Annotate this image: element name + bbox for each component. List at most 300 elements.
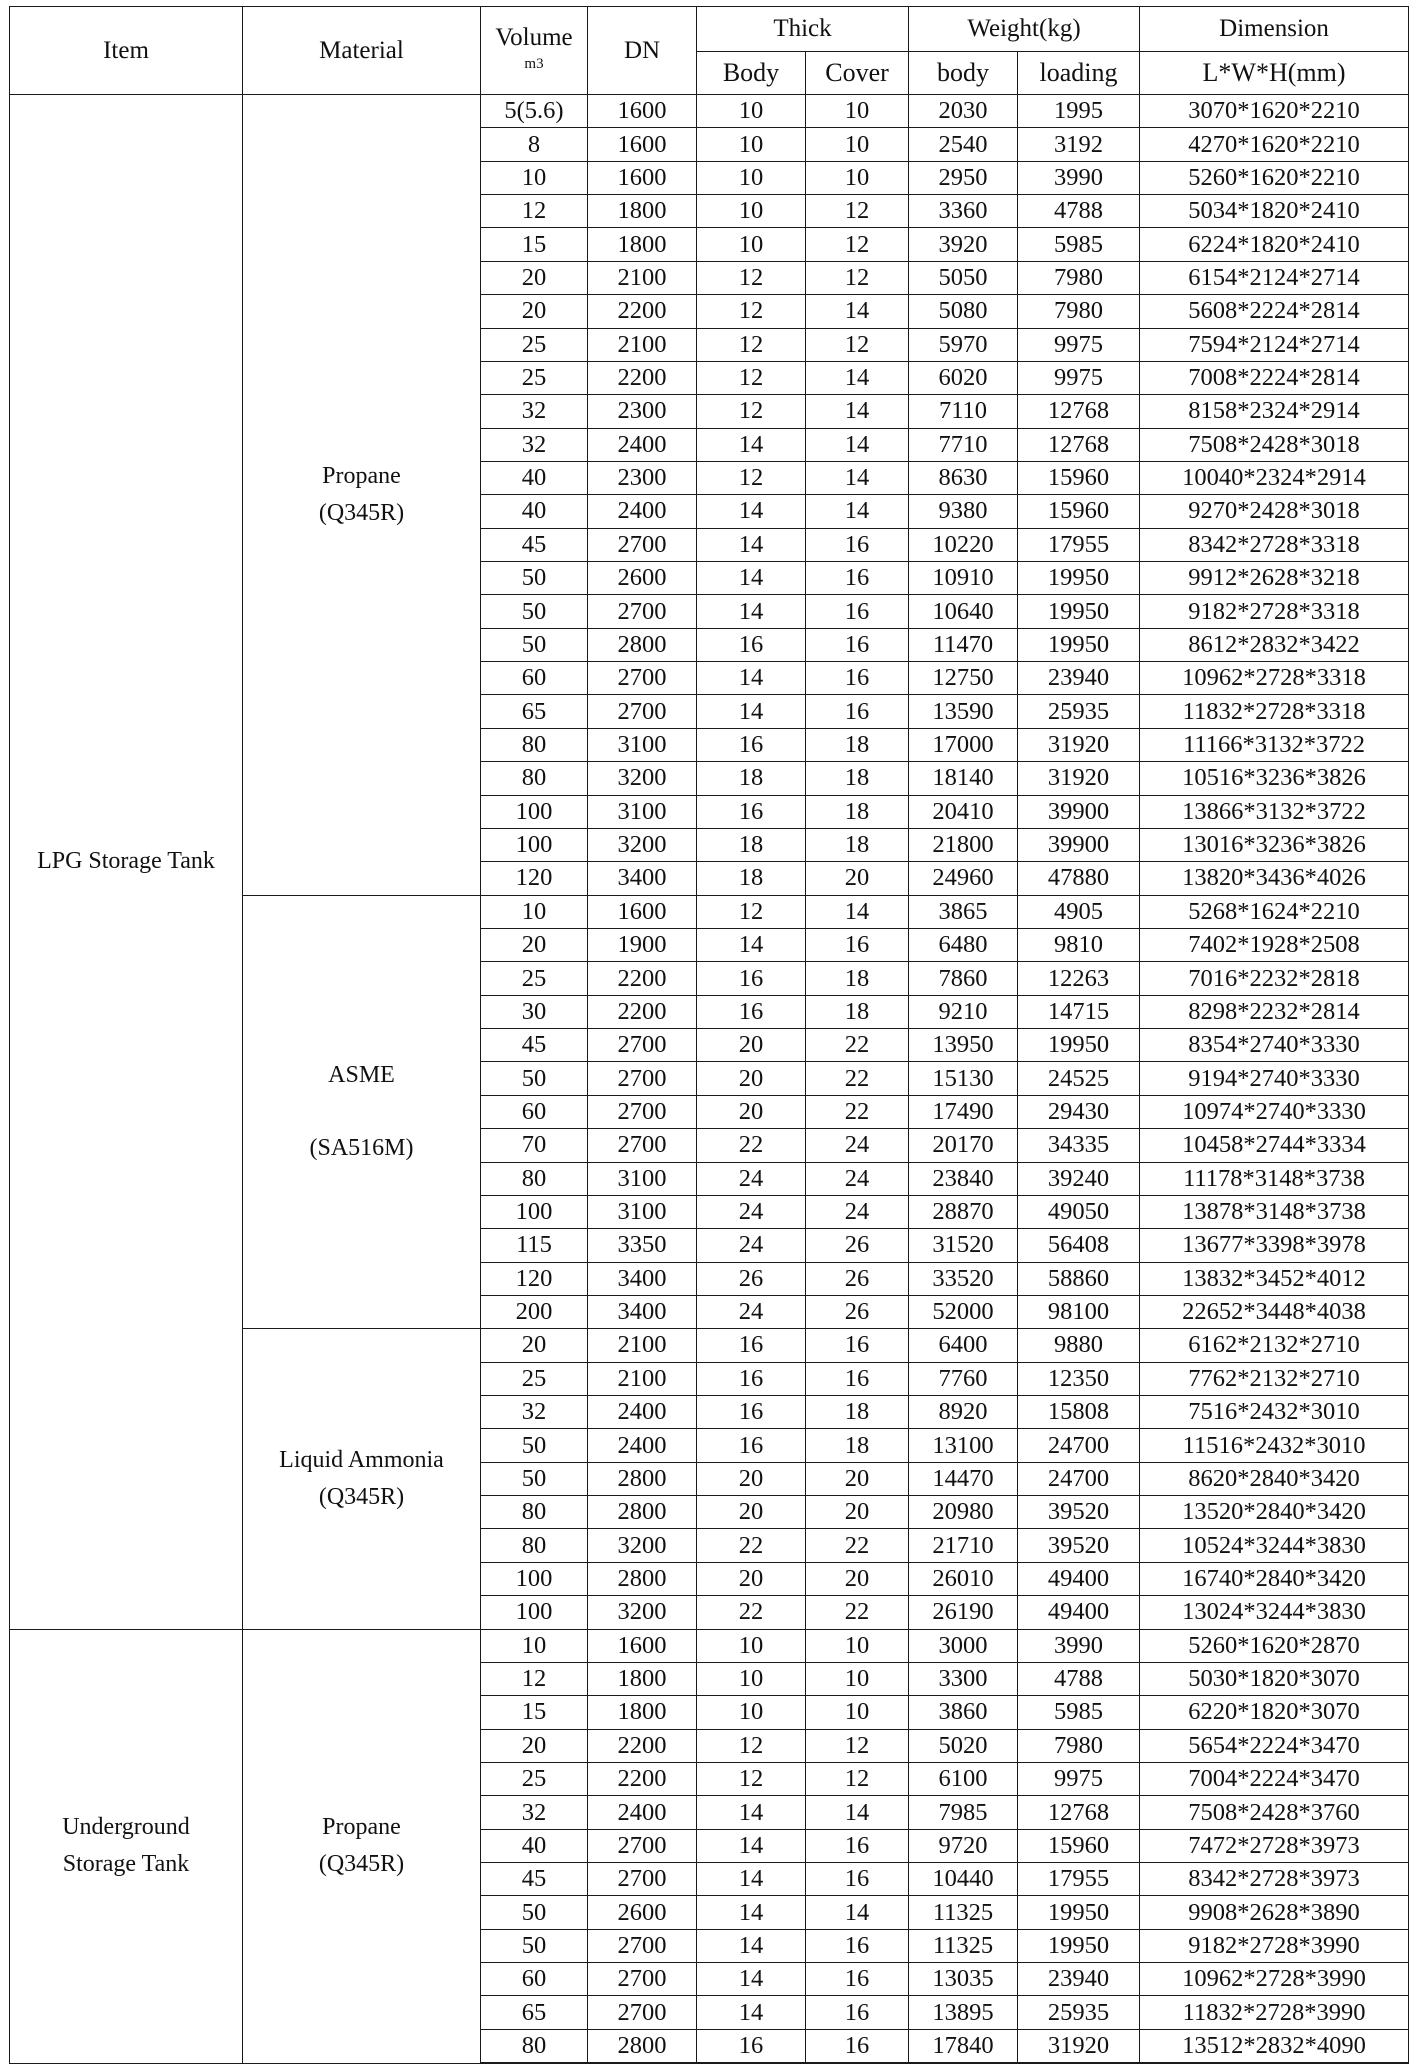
thick-body-cell: 16 xyxy=(697,962,806,995)
weight-body-cell: 9380 xyxy=(909,495,1018,528)
dimension-cell: 11166*3132*3722 xyxy=(1140,728,1409,761)
thick-body-cell: 18 xyxy=(697,828,806,861)
dn-cell: 1800 xyxy=(588,1696,697,1729)
thick-body-cell: 20 xyxy=(697,1095,806,1128)
weight-body-cell: 11470 xyxy=(909,628,1018,661)
volume-cell: 65 xyxy=(481,1996,588,2029)
weight-loading-cell: 17955 xyxy=(1018,528,1140,561)
dn-cell: 1800 xyxy=(588,228,697,261)
weight-body-cell: 26190 xyxy=(909,1596,1018,1629)
dn-cell: 2100 xyxy=(588,1329,697,1362)
header-weight: Weight(kg) xyxy=(909,7,1140,52)
dn-cell: 2700 xyxy=(588,1062,697,1095)
dn-cell: 2600 xyxy=(588,562,697,595)
weight-loading-cell: 31920 xyxy=(1018,762,1140,795)
volume-cell: 60 xyxy=(481,1963,588,1996)
material-cell xyxy=(243,1629,481,2063)
thick-body-cell: 10 xyxy=(697,1696,806,1729)
dimension-cell: 9912*2628*3218 xyxy=(1140,562,1409,595)
weight-loading-cell: 49050 xyxy=(1018,1195,1140,1228)
thick-cover-cell: 16 xyxy=(806,1829,909,1862)
thick-body-cell: 14 xyxy=(697,495,806,528)
dimension-cell: 8298*2232*2814 xyxy=(1140,995,1409,1028)
volume-cell: 15 xyxy=(481,1696,588,1729)
thick-body-cell: 14 xyxy=(697,1963,806,1996)
weight-loading-cell: 4788 xyxy=(1018,195,1140,228)
header-thick: Thick xyxy=(697,7,909,52)
volume-cell: 20 xyxy=(481,295,588,328)
dimension-cell: 8612*2832*3422 xyxy=(1140,628,1409,661)
weight-loading-cell: 3192 xyxy=(1018,128,1140,161)
dimension-cell: 4270*1620*2210 xyxy=(1140,128,1409,161)
thick-body-cell: 12 xyxy=(697,1729,806,1762)
thick-cover-cell: 26 xyxy=(806,1295,909,1328)
thick-body-cell: 16 xyxy=(697,628,806,661)
dn-cell: 3100 xyxy=(588,1162,697,1195)
thick-cover-cell: 18 xyxy=(806,762,909,795)
dn-cell: 3100 xyxy=(588,1195,697,1228)
thick-body-cell: 16 xyxy=(697,2029,806,2063)
weight-loading-cell: 47880 xyxy=(1018,862,1140,895)
dimension-cell: 5268*1624*2210 xyxy=(1140,895,1409,928)
volume-cell: 25 xyxy=(481,962,588,995)
weight-body-cell: 2950 xyxy=(909,161,1018,194)
thick-cover-cell: 22 xyxy=(806,1062,909,1095)
weight-body-cell: 11325 xyxy=(909,1896,1018,1929)
thick-body-cell: 16 xyxy=(697,995,806,1028)
weight-body-cell: 5970 xyxy=(909,328,1018,361)
thick-cover-cell: 10 xyxy=(806,128,909,161)
thick-body-cell: 14 xyxy=(697,662,806,695)
weight-loading-cell: 14715 xyxy=(1018,995,1140,1028)
dimension-cell: 11832*2728*3318 xyxy=(1140,695,1409,728)
weight-body-cell: 21710 xyxy=(909,1529,1018,1562)
dimension-cell: 7008*2224*2814 xyxy=(1140,361,1409,394)
item-cell xyxy=(10,1629,243,2063)
weight-body-cell: 9720 xyxy=(909,1829,1018,1862)
thick-cover-cell: 12 xyxy=(806,328,909,361)
volume-cell: 120 xyxy=(481,1262,588,1295)
thick-cover-cell: 10 xyxy=(806,1629,909,1662)
thick-cover-cell: 22 xyxy=(806,1529,909,1562)
weight-body-cell: 5080 xyxy=(909,295,1018,328)
dimension-cell: 7516*2432*3010 xyxy=(1140,1396,1409,1429)
thick-body-cell: 16 xyxy=(697,1396,806,1429)
weight-body-cell: 5050 xyxy=(909,261,1018,294)
dimension-cell: 10962*2728*3318 xyxy=(1140,662,1409,695)
thick-body-cell: 20 xyxy=(697,1029,806,1062)
material-cell-line: (Q345R) xyxy=(318,1483,405,1510)
weight-body-cell: 6100 xyxy=(909,1762,1018,1795)
thick-cover-cell: 18 xyxy=(806,995,909,1028)
volume-cell: 12 xyxy=(481,195,588,228)
thick-body-cell: 10 xyxy=(697,128,806,161)
header-dimension: Dimension xyxy=(1140,7,1409,52)
weight-body-cell: 7760 xyxy=(909,1362,1018,1395)
weight-body-cell: 20170 xyxy=(909,1129,1018,1162)
volume-cell: 50 xyxy=(481,562,588,595)
dimension-cell: 13820*3436*4026 xyxy=(1140,862,1409,895)
weight-body-cell: 20980 xyxy=(909,1496,1018,1529)
dimension-cell: 10516*3236*3826 xyxy=(1140,762,1409,795)
thick-body-cell: 24 xyxy=(697,1162,806,1195)
dimension-cell: 11832*2728*3990 xyxy=(1140,1996,1409,2029)
thick-cover-cell: 16 xyxy=(806,595,909,628)
dimension-cell: 8158*2324*2914 xyxy=(1140,395,1409,428)
weight-loading-cell: 19950 xyxy=(1018,562,1140,595)
thick-cover-cell: 24 xyxy=(806,1195,909,1228)
dimension-cell: 10458*2744*3334 xyxy=(1140,1129,1409,1162)
dimension-cell: 7016*2232*2818 xyxy=(1140,962,1409,995)
dimension-cell: 13024*3244*3830 xyxy=(1140,1596,1409,1629)
thick-cover-cell: 14 xyxy=(806,895,909,928)
dn-cell: 1600 xyxy=(588,128,697,161)
weight-body-cell: 17000 xyxy=(909,728,1018,761)
dn-cell: 2200 xyxy=(588,962,697,995)
weight-body-cell: 20410 xyxy=(909,795,1018,828)
thick-cover-cell: 26 xyxy=(806,1229,909,1262)
weight-body-cell: 2030 xyxy=(909,95,1018,128)
volume-cell: 8 xyxy=(481,128,588,161)
weight-body-cell: 21800 xyxy=(909,828,1018,861)
weight-body-cell: 10910 xyxy=(909,562,1018,595)
thick-body-cell: 12 xyxy=(697,328,806,361)
dn-cell: 2100 xyxy=(588,328,697,361)
thick-body-cell: 20 xyxy=(697,1062,806,1095)
thick-cover-cell: 14 xyxy=(806,1796,909,1829)
thick-cover-cell: 16 xyxy=(806,695,909,728)
thick-body-cell: 22 xyxy=(697,1596,806,1629)
volume-cell: 40 xyxy=(481,495,588,528)
dimension-cell: 9182*2728*3318 xyxy=(1140,595,1409,628)
thick-body-cell: 16 xyxy=(697,795,806,828)
volume-cell: 100 xyxy=(481,1562,588,1595)
dimension-cell: 13512*2832*4090 xyxy=(1140,2029,1409,2063)
table-header xyxy=(10,7,1409,95)
dn-cell: 2800 xyxy=(588,1496,697,1529)
material-cell xyxy=(243,895,481,1329)
volume-cell: 70 xyxy=(481,1129,588,1162)
dn-cell: 3200 xyxy=(588,828,697,861)
weight-body-cell: 18140 xyxy=(909,762,1018,795)
dn-cell: 2100 xyxy=(588,261,697,294)
weight-body-cell: 13590 xyxy=(909,695,1018,728)
volume-cell: 40 xyxy=(481,461,588,494)
volume-cell: 25 xyxy=(481,328,588,361)
dimension-cell: 13866*3132*3722 xyxy=(1140,795,1409,828)
weight-loading-cell: 39520 xyxy=(1018,1529,1140,1562)
thick-cover-cell: 18 xyxy=(806,795,909,828)
volume-cell: 25 xyxy=(481,361,588,394)
weight-loading-cell: 15960 xyxy=(1018,461,1140,494)
thick-cover-cell: 14 xyxy=(806,395,909,428)
dimension-cell: 6154*2124*2714 xyxy=(1140,261,1409,294)
weight-loading-cell: 19950 xyxy=(1018,628,1140,661)
dn-cell: 2400 xyxy=(588,428,697,461)
material-cell-line: Propane xyxy=(322,1814,401,1841)
thick-body-cell: 10 xyxy=(697,1662,806,1695)
thick-cover-cell: 14 xyxy=(806,361,909,394)
dn-cell: 3350 xyxy=(588,1229,697,1262)
header-volume xyxy=(481,7,588,95)
thick-cover-cell: 12 xyxy=(806,1762,909,1795)
thick-body-cell: 10 xyxy=(697,95,806,128)
thick-cover-cell: 14 xyxy=(806,1896,909,1929)
thick-body-cell: 14 xyxy=(697,1996,806,2029)
weight-loading-cell: 39240 xyxy=(1018,1162,1140,1195)
volume-cell: 60 xyxy=(481,1095,588,1128)
dimension-cell: 5260*1620*2870 xyxy=(1140,1629,1409,1662)
thick-cover-cell: 20 xyxy=(806,862,909,895)
weight-body-cell: 7985 xyxy=(909,1796,1018,1829)
thick-cover-cell: 18 xyxy=(806,962,909,995)
thick-cover-cell: 16 xyxy=(806,528,909,561)
dimension-cell: 7762*2132*2710 xyxy=(1140,1362,1409,1395)
volume-cell: 80 xyxy=(481,1162,588,1195)
thick-body-cell: 24 xyxy=(697,1295,806,1328)
dn-cell: 2100 xyxy=(588,1362,697,1395)
volume-cell: 30 xyxy=(481,995,588,1028)
volume-cell: 80 xyxy=(481,762,588,795)
volume-cell: 80 xyxy=(481,1496,588,1529)
thick-body-cell: 16 xyxy=(697,728,806,761)
weight-body-cell: 3920 xyxy=(909,228,1018,261)
weight-body-cell: 5020 xyxy=(909,1729,1018,1762)
weight-loading-cell: 9975 xyxy=(1018,328,1140,361)
thick-cover-cell: 20 xyxy=(806,1462,909,1495)
volume-cell: 50 xyxy=(481,595,588,628)
weight-loading-cell: 56408 xyxy=(1018,1229,1140,1262)
weight-loading-cell: 12263 xyxy=(1018,962,1140,995)
weight-body-cell: 17840 xyxy=(909,2029,1018,2063)
material-cell xyxy=(243,1329,481,1629)
dn-cell: 2300 xyxy=(588,395,697,428)
weight-body-cell: 7110 xyxy=(909,395,1018,428)
weight-loading-cell: 9880 xyxy=(1018,1329,1140,1362)
dn-cell: 2300 xyxy=(588,461,697,494)
weight-loading-cell: 9810 xyxy=(1018,928,1140,961)
weight-body-cell: 14470 xyxy=(909,1462,1018,1495)
volume-cell: 100 xyxy=(481,1596,588,1629)
dn-cell: 2700 xyxy=(588,1929,697,1962)
dn-cell: 2800 xyxy=(588,628,697,661)
volume-cell: 45 xyxy=(481,1029,588,1062)
weight-body-cell: 3860 xyxy=(909,1696,1018,1729)
volume-cell: 20 xyxy=(481,1329,588,1362)
weight-loading-cell: 19950 xyxy=(1018,1029,1140,1062)
volume-cell: 200 xyxy=(481,1295,588,1328)
weight-loading-cell: 15808 xyxy=(1018,1396,1140,1429)
dn-cell: 2700 xyxy=(588,1029,697,1062)
thick-cover-cell: 18 xyxy=(806,1396,909,1429)
dn-cell: 3400 xyxy=(588,1262,697,1295)
material-cell-line: Propane xyxy=(322,462,401,489)
weight-loading-cell: 12768 xyxy=(1018,428,1140,461)
dn-cell: 2800 xyxy=(588,1562,697,1595)
thick-body-cell: 14 xyxy=(697,928,806,961)
dn-cell: 2800 xyxy=(588,1462,697,1495)
volume-cell: 10 xyxy=(481,161,588,194)
header-weight-loading: loading xyxy=(1018,52,1140,95)
header-dn: DN xyxy=(588,7,697,95)
dimension-cell: 22652*3448*4038 xyxy=(1140,1295,1409,1328)
dimension-cell: 7508*2428*3018 xyxy=(1140,428,1409,461)
thick-body-cell: 20 xyxy=(697,1562,806,1595)
thick-cover-cell: 16 xyxy=(806,1929,909,1962)
thick-body-cell: 16 xyxy=(697,1362,806,1395)
dimension-cell: 16740*2840*3420 xyxy=(1140,1562,1409,1595)
thick-cover-cell: 18 xyxy=(806,1429,909,1462)
weight-loading-cell: 34335 xyxy=(1018,1129,1140,1162)
volume-cell: 50 xyxy=(481,628,588,661)
weight-loading-cell: 9975 xyxy=(1018,361,1140,394)
dimension-cell: 8342*2728*3318 xyxy=(1140,528,1409,561)
material-cell-line: Liquid Ammonia xyxy=(279,1446,444,1473)
weight-loading-cell: 49400 xyxy=(1018,1596,1140,1629)
thick-cover-cell: 10 xyxy=(806,1662,909,1695)
dn-cell: 2700 xyxy=(588,1095,697,1128)
weight-loading-cell: 7980 xyxy=(1018,1729,1140,1762)
dimension-cell: 7004*2224*3470 xyxy=(1140,1762,1409,1795)
thick-cover-cell: 12 xyxy=(806,1729,909,1762)
weight-loading-cell: 9975 xyxy=(1018,1762,1140,1795)
weight-loading-cell: 19950 xyxy=(1018,1929,1140,1962)
weight-loading-cell: 25935 xyxy=(1018,1996,1140,2029)
thick-body-cell: 14 xyxy=(697,562,806,595)
volume-cell: 15 xyxy=(481,228,588,261)
weight-loading-cell: 19950 xyxy=(1018,595,1140,628)
dimension-cell: 7472*2728*3973 xyxy=(1140,1829,1409,1862)
weight-loading-cell: 3990 xyxy=(1018,1629,1140,1662)
header-material: Material xyxy=(243,7,481,95)
thick-cover-cell: 24 xyxy=(806,1162,909,1195)
weight-loading-cell: 24525 xyxy=(1018,1062,1140,1095)
weight-body-cell: 28870 xyxy=(909,1195,1018,1228)
volume-cell: 60 xyxy=(481,662,588,695)
table-row xyxy=(10,95,1409,128)
thick-body-cell: 20 xyxy=(697,1496,806,1529)
dimension-cell: 10524*3244*3830 xyxy=(1140,1529,1409,1562)
weight-body-cell: 2540 xyxy=(909,128,1018,161)
dn-cell: 2400 xyxy=(588,1396,697,1429)
thick-body-cell: 14 xyxy=(697,1896,806,1929)
dimension-cell: 7402*1928*2508 xyxy=(1140,928,1409,961)
dn-cell: 2200 xyxy=(588,361,697,394)
dn-cell: 2400 xyxy=(588,495,697,528)
volume-cell: 45 xyxy=(481,1863,588,1896)
thick-cover-cell: 14 xyxy=(806,461,909,494)
dimension-cell: 7508*2428*3760 xyxy=(1140,1796,1409,1829)
dimension-cell: 10962*2728*3990 xyxy=(1140,1963,1409,1996)
thick-cover-cell: 16 xyxy=(806,1996,909,2029)
header-dimension-unit: L*W*H(mm) xyxy=(1140,52,1409,95)
weight-body-cell: 13895 xyxy=(909,1996,1018,2029)
volume-cell: 20 xyxy=(481,928,588,961)
dimension-cell: 8620*2840*3420 xyxy=(1140,1462,1409,1495)
thick-cover-cell: 22 xyxy=(806,1596,909,1629)
weight-loading-cell: 5985 xyxy=(1018,1696,1140,1729)
dn-cell: 3200 xyxy=(588,1596,697,1629)
dimension-cell: 6162*2132*2710 xyxy=(1140,1329,1409,1362)
weight-loading-cell: 49400 xyxy=(1018,1562,1140,1595)
thick-body-cell: 22 xyxy=(697,1129,806,1162)
thick-cover-cell: 12 xyxy=(806,261,909,294)
volume-cell: 80 xyxy=(481,728,588,761)
volume-cell: 120 xyxy=(481,862,588,895)
thick-cover-cell: 16 xyxy=(806,628,909,661)
weight-loading-cell: 31920 xyxy=(1018,2029,1140,2063)
volume-cell: 20 xyxy=(481,1729,588,1762)
thick-cover-cell: 10 xyxy=(806,95,909,128)
weight-body-cell: 8920 xyxy=(909,1396,1018,1429)
dimension-cell: 11516*2432*3010 xyxy=(1140,1429,1409,1462)
weight-loading-cell: 19950 xyxy=(1018,1896,1140,1929)
weight-body-cell: 17490 xyxy=(909,1095,1018,1128)
volume-cell: 10 xyxy=(481,1629,588,1662)
dn-cell: 2400 xyxy=(588,1796,697,1829)
thick-body-cell: 18 xyxy=(697,862,806,895)
dn-cell: 2700 xyxy=(588,1996,697,2029)
thick-body-cell: 22 xyxy=(697,1529,806,1562)
dimension-cell: 8354*2740*3330 xyxy=(1140,1029,1409,1062)
thick-body-cell: 12 xyxy=(697,395,806,428)
volume-cell: 10 xyxy=(481,895,588,928)
volume-cell: 45 xyxy=(481,528,588,561)
tank-spec-table xyxy=(9,6,1409,2064)
weight-loading-cell: 5985 xyxy=(1018,228,1140,261)
material-cell-line: (SA516M) xyxy=(309,1134,414,1161)
volume-cell: 50 xyxy=(481,1896,588,1929)
dn-cell: 2700 xyxy=(588,1863,697,1896)
dimension-cell: 9182*2728*3990 xyxy=(1140,1929,1409,1962)
weight-loading-cell: 58860 xyxy=(1018,1262,1140,1295)
item-cell-line: Underground xyxy=(62,1814,190,1841)
thick-cover-cell: 10 xyxy=(806,161,909,194)
header-thick-cover: Cover xyxy=(806,52,909,95)
thick-body-cell: 12 xyxy=(697,895,806,928)
dn-cell: 2700 xyxy=(588,1829,697,1862)
thick-body-cell: 14 xyxy=(697,595,806,628)
table-row xyxy=(10,1629,1409,1662)
thick-body-cell: 14 xyxy=(697,528,806,561)
dimension-cell: 13520*2840*3420 xyxy=(1140,1496,1409,1529)
dn-cell: 3100 xyxy=(588,795,697,828)
thick-cover-cell: 14 xyxy=(806,295,909,328)
thick-cover-cell: 12 xyxy=(806,228,909,261)
dimension-cell: 13832*3452*4012 xyxy=(1140,1262,1409,1295)
dn-cell: 3400 xyxy=(588,862,697,895)
material-cell xyxy=(243,95,481,896)
weight-loading-cell: 29430 xyxy=(1018,1095,1140,1128)
weight-loading-cell: 24700 xyxy=(1018,1462,1140,1495)
dimension-cell: 10974*2740*3330 xyxy=(1140,1095,1409,1128)
dimension-cell: 6220*1820*3070 xyxy=(1140,1696,1409,1729)
volume-cell: 100 xyxy=(481,795,588,828)
thick-body-cell: 14 xyxy=(697,428,806,461)
volume-cell: 115 xyxy=(481,1229,588,1262)
volume-cell: 65 xyxy=(481,695,588,728)
weight-body-cell: 12750 xyxy=(909,662,1018,695)
weight-body-cell: 9210 xyxy=(909,995,1018,1028)
dimension-cell: 13677*3398*3978 xyxy=(1140,1229,1409,1262)
weight-body-cell: 26010 xyxy=(909,1562,1018,1595)
weight-body-cell: 52000 xyxy=(909,1295,1018,1328)
dimension-cell: 9908*2628*3890 xyxy=(1140,1896,1409,1929)
thick-body-cell: 26 xyxy=(697,1262,806,1295)
weight-loading-cell: 4905 xyxy=(1018,895,1140,928)
weight-body-cell: 6020 xyxy=(909,361,1018,394)
thick-cover-cell: 16 xyxy=(806,662,909,695)
